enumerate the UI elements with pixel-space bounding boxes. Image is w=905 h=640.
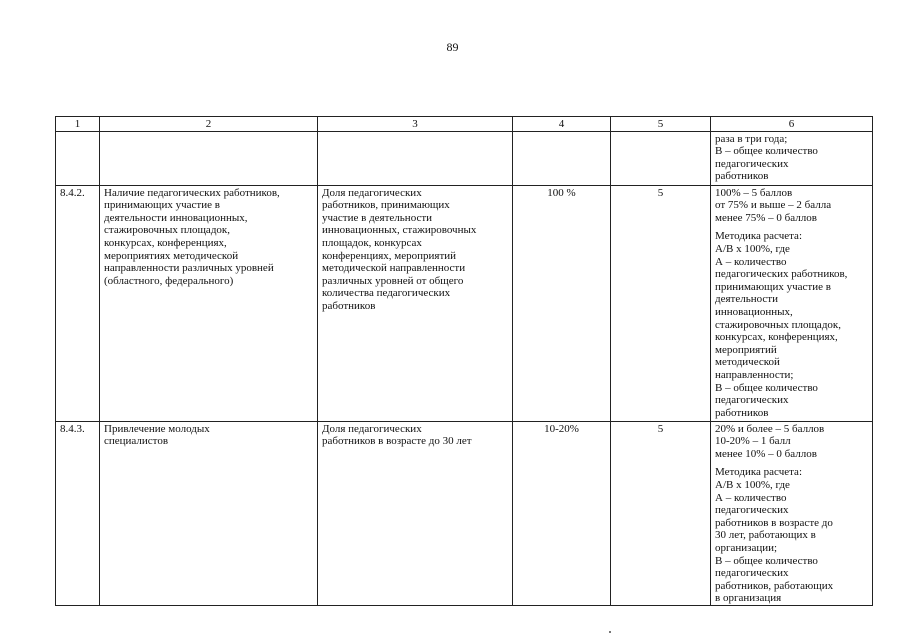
cell-text-line: мероприятиях методической [104,249,239,262]
table-header-row [56,117,873,132]
target-value-cell: 10-20% [513,421,611,605]
header-cell: 4 [513,117,611,132]
cell-text-line: работников в возрасте до 30 лет [322,435,472,448]
target-value-cell [513,131,611,185]
cell-text-line: менее 75% – 0 баллов [715,211,817,224]
table-row [56,131,873,185]
indicator-cell [318,185,513,421]
cell-text-line: А/В х 100%, где [715,478,790,491]
cell-text-line: работников, принимающих [322,199,450,212]
cell-text-line: 30 лет, работающих в [715,529,816,542]
header-cell: 5 [611,117,711,132]
table-row [56,421,873,605]
cell-text-line: конкурсах, конференциях, [715,331,838,344]
cell-text-line: принимающих участие в [104,199,220,212]
cell-text-line: В – общее количество [715,381,818,394]
cell-text-line: организации; [715,541,778,554]
cell-text-line: А – количество [715,255,787,268]
criterion-name-cell [100,185,318,421]
cell-text-line: А – количество [715,491,787,504]
cell-text-line: педагогических [715,504,789,517]
cell-text-line: Доля педагогических [322,422,422,435]
cell-text-line: Наличие педагогических работников, [104,186,280,199]
scoring-method-cell [711,185,873,421]
cell-text-line: (областного, федерального) [104,274,234,287]
cell-text-line: направленности различных уровней [104,262,274,275]
header-cell: 6 [711,117,873,132]
cell-text-line: педагогических [715,157,789,170]
cell-text-line: стажировочных площадок, [715,318,842,331]
max-points-cell: 5 [611,421,711,605]
cell-text-line: количества педагогических [322,287,451,300]
cell-text-line: конкурсах, конференциях, [104,236,227,249]
cell-text-line: А/В х 100%, где [715,242,790,255]
cell-text-line: педагогических [715,394,789,407]
indicator-cell [318,131,513,185]
cell-text-line: менее 10% – 0 баллов [715,447,817,460]
max-points-cell [611,131,711,185]
scan-speck [609,631,611,633]
cell-text-line: инновационных, стажировочных [322,224,477,237]
scoring-method-cell [711,131,873,185]
header-cell: 3 [318,117,513,132]
cell-text-line: Методика расчета: [715,466,802,479]
table-body [56,117,873,606]
cell-text-line: различных уровней от общего [322,274,464,287]
cell-text-line: педагогических работников, [715,268,848,281]
cell-text-line: от 75% и выше – 2 балла [715,199,832,212]
cell-text-line: площадок, конкурсах [322,236,422,249]
cell-text-line: раза в три года; [715,132,788,145]
cell-text-line: инновационных, [715,305,793,318]
page-number: 89 [446,40,459,54]
cell-text-line: работников [322,299,376,312]
header-cell: 1 [56,117,100,132]
row-number-cell: 8.4.3. [56,421,100,605]
scoring-block [715,230,868,419]
cell-text-line: участие в деятельности [322,211,433,224]
cell-text-line: методической направленности [322,262,466,275]
cell-text-line: мероприятий [715,343,777,356]
cell-text-line: В – общее количество [715,554,818,567]
cell-text-line: работников в возрасте до [715,516,833,529]
cell-text-line: специалистов [104,435,169,448]
cell-text-line: работников [715,406,769,419]
cell-text-line: Доля педагогических [322,186,422,199]
scoring-block [715,187,868,225]
indicator-cell [318,421,513,605]
cell-text-line: 20% и более – 5 баллов [715,422,825,435]
cell-text-line: работников, работающих [715,579,834,592]
cell-text-line: в организация [715,592,782,605]
scoring-block [715,466,868,605]
criteria-table [55,116,873,606]
cell-text-line: педагогических [715,567,789,580]
cell-text-line: направленности; [715,368,794,381]
scoring-block [715,423,868,461]
row-number-cell [56,131,100,185]
cell-text-line: стажировочных площадок, [104,224,231,237]
cell-text-line: методической [715,356,780,369]
scoring-block [715,133,868,183]
criterion-name-cell [100,421,318,605]
cell-text-line: конференциях, мероприятий [322,249,457,262]
cell-text-line: 100% – 5 баллов [715,186,793,199]
cell-text-line: деятельности [715,293,778,306]
cell-text-line: деятельности инновационных, [104,211,248,224]
target-value-cell: 100 % [513,185,611,421]
criterion-name-cell [100,131,318,185]
cell-text-line: 10-20% – 1 балл [715,435,791,448]
max-points-cell: 5 [611,185,711,421]
cell-text-line: В – общее количество [715,145,818,158]
table-row [56,185,873,421]
cell-text-line: Привлечение молодых [104,422,210,435]
header-cell: 2 [100,117,318,132]
cell-text-line: работников [715,170,769,183]
cell-text-line: принимающих участие в [715,280,831,293]
row-number-cell: 8.4.2. [56,185,100,421]
scoring-method-cell [711,421,873,605]
cell-text-line: Методика расчета: [715,230,802,243]
